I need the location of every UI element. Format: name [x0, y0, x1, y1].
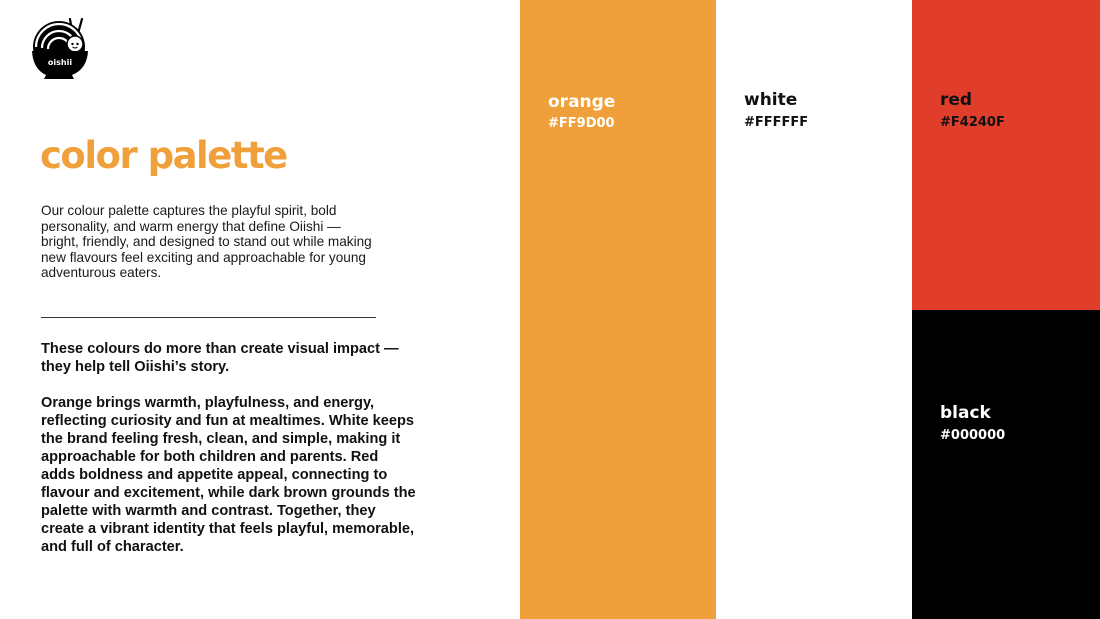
- swatch-name: orange: [548, 92, 616, 112]
- swatch-hex: #F4240F: [940, 115, 1005, 130]
- swatch-hex: #000000: [940, 428, 1006, 443]
- noodle-bowl-icon: [30, 17, 92, 81]
- swatch-red: [912, 0, 1100, 310]
- swatch-hex: #FFFFFF: [744, 115, 809, 130]
- swatch-name: red: [940, 90, 973, 110]
- body-paragraph: Orange brings warmth, playfulness, and energy, reflecting curiosity and fun at mealtimes. White keeps the brand feeling fresh, clean, and simple, making it approachable for both children and parents. Red adds boldness and appetite appeal, connecting to flavour and excitement, while dark brown grounds the palette with warmth and contrast. Together, they create a vibrant identity that feels playful, memorable, and full of character.: [41, 395, 416, 555]
- logo-text: oishii: [47, 58, 73, 67]
- swatch-name: black: [940, 403, 991, 423]
- oishii-logo: [30, 17, 92, 81]
- swatch-name: white: [744, 90, 798, 110]
- emphasis-paragraph: These colours do more than create visual impact — they help tell Oiishi’s story.: [41, 341, 399, 375]
- intro-paragraph: Our colour palette captures the playful spirit, bold personality, and warm energy that define Oiishi — bright, friendly, and designed to stand out while making new flavours feel exciting and approachable for young adventurous eaters.: [41, 203, 372, 281]
- page-title: color palette: [40, 134, 287, 177]
- swatch-black: [912, 310, 1100, 619]
- story-text: [41, 340, 416, 556]
- divider: [41, 317, 376, 318]
- swatch-hex: #FF9D00: [548, 116, 615, 131]
- swatch-orange: [520, 0, 716, 619]
- swatch-white: [716, 0, 912, 619]
